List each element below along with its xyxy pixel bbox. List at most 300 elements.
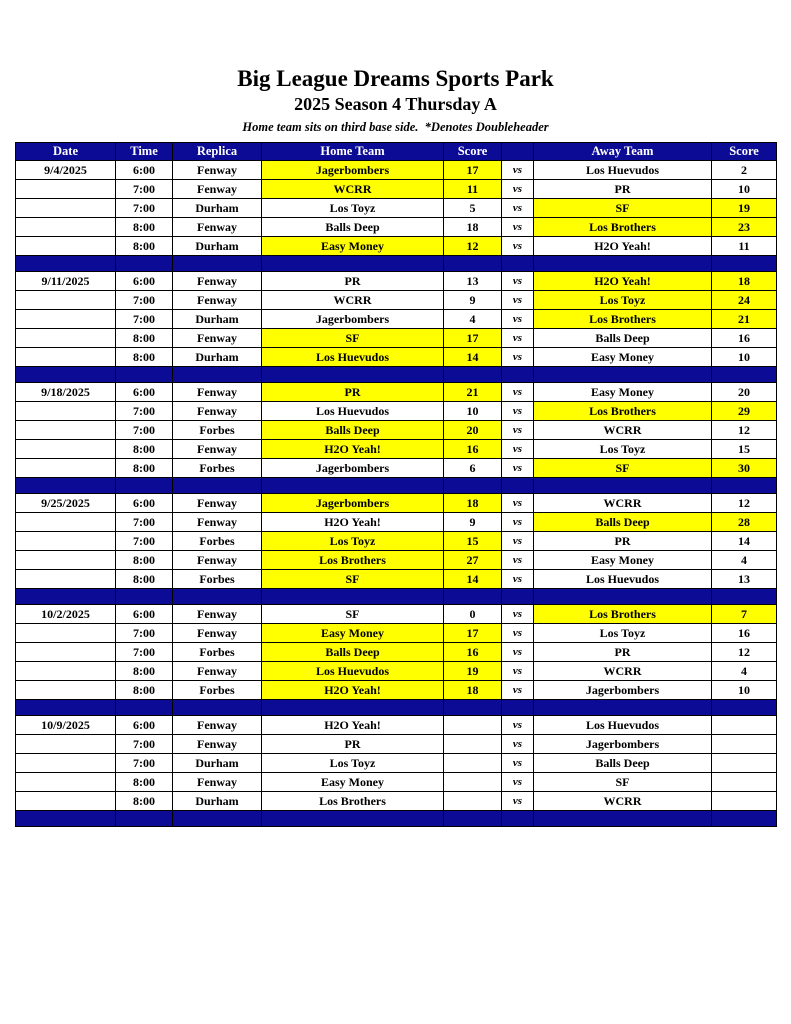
date-cell bbox=[16, 180, 116, 199]
week-divider-row bbox=[16, 811, 777, 827]
divider-cell bbox=[116, 589, 173, 605]
time-cell: 8:00 bbox=[116, 348, 173, 367]
home-score-cell bbox=[444, 754, 502, 773]
vs-cell: vs bbox=[502, 291, 534, 310]
game-row bbox=[16, 291, 777, 310]
time-cell: 6:00 bbox=[116, 272, 173, 291]
divider-cell bbox=[16, 256, 116, 272]
date-cell bbox=[16, 643, 116, 662]
game-row bbox=[16, 570, 777, 589]
away-score-cell bbox=[712, 773, 777, 792]
replica-cell: Fenway bbox=[173, 291, 262, 310]
home-team-cell: Los Huevudos bbox=[262, 662, 444, 681]
time-cell: 7:00 bbox=[116, 735, 173, 754]
away-score-cell: 4 bbox=[712, 662, 777, 681]
away-team-cell: Los Toyz bbox=[534, 291, 712, 310]
home-score-cell: 0 bbox=[444, 605, 502, 624]
home-score-cell: 15 bbox=[444, 532, 502, 551]
home-score-cell: 17 bbox=[444, 329, 502, 348]
replica-cell: Fenway bbox=[173, 551, 262, 570]
vs-cell: vs bbox=[502, 532, 534, 551]
game-row bbox=[16, 421, 777, 440]
divider-cell bbox=[16, 367, 116, 383]
divider-cell bbox=[502, 478, 534, 494]
divider-cell bbox=[116, 367, 173, 383]
vs-cell: vs bbox=[502, 792, 534, 811]
home-team-cell: H2O Yeah! bbox=[262, 440, 444, 459]
date-cell bbox=[16, 329, 116, 348]
week-divider-row bbox=[16, 589, 777, 605]
home-score-cell: 18 bbox=[444, 218, 502, 237]
replica-cell: Fenway bbox=[173, 218, 262, 237]
page-title: Big League Dreams Sports Park bbox=[237, 66, 554, 91]
divider-cell bbox=[16, 589, 116, 605]
vs-cell: vs bbox=[502, 513, 534, 532]
away-team-cell: PR bbox=[534, 180, 712, 199]
time-cell: 8:00 bbox=[116, 237, 173, 256]
vs-cell: vs bbox=[502, 735, 534, 754]
away-score-cell: 12 bbox=[712, 494, 777, 513]
divider-cell bbox=[534, 589, 712, 605]
home-team-cell: Los Huevudos bbox=[262, 348, 444, 367]
game-row bbox=[16, 754, 777, 773]
date-cell: 9/18/2025 bbox=[16, 383, 116, 402]
divider-cell bbox=[262, 589, 444, 605]
home-team-cell: Jagerbombers bbox=[262, 310, 444, 329]
divider-cell bbox=[502, 700, 534, 716]
away-team-cell: Los Huevudos bbox=[534, 716, 712, 735]
game-row bbox=[16, 605, 777, 624]
home-team-cell: PR bbox=[262, 272, 444, 291]
vs-cell: vs bbox=[502, 624, 534, 643]
vs-cell: vs bbox=[502, 643, 534, 662]
home-team-cell: Balls Deep bbox=[262, 421, 444, 440]
game-row bbox=[16, 199, 777, 218]
divider-cell bbox=[712, 478, 777, 494]
divider-cell bbox=[116, 478, 173, 494]
divider-cell bbox=[534, 478, 712, 494]
home-score-cell: 16 bbox=[444, 440, 502, 459]
away-team-cell: H2O Yeah! bbox=[534, 272, 712, 291]
vs-cell: vs bbox=[502, 605, 534, 624]
date-cell bbox=[16, 754, 116, 773]
home-score-cell bbox=[444, 792, 502, 811]
header-home-score: Score bbox=[444, 143, 502, 161]
date-cell bbox=[16, 513, 116, 532]
vs-cell: vs bbox=[502, 773, 534, 792]
replica-cell: Fenway bbox=[173, 440, 262, 459]
time-cell: 8:00 bbox=[116, 662, 173, 681]
home-score-cell: 14 bbox=[444, 348, 502, 367]
time-cell: 7:00 bbox=[116, 402, 173, 421]
date-cell bbox=[16, 237, 116, 256]
home-team-cell: SF bbox=[262, 329, 444, 348]
replica-cell: Fenway bbox=[173, 383, 262, 402]
home-team-cell: Jagerbombers bbox=[262, 161, 444, 180]
home-score-cell: 13 bbox=[444, 272, 502, 291]
home-score-cell: 5 bbox=[444, 199, 502, 218]
away-score-cell: 18 bbox=[712, 272, 777, 291]
game-row bbox=[16, 716, 777, 735]
replica-cell: Fenway bbox=[173, 716, 262, 735]
home-team-cell: Jagerbombers bbox=[262, 459, 444, 478]
divider-cell bbox=[173, 478, 262, 494]
vs-cell: vs bbox=[502, 551, 534, 570]
away-team-cell: Easy Money bbox=[534, 348, 712, 367]
home-score-cell: 16 bbox=[444, 643, 502, 662]
date-cell bbox=[16, 624, 116, 643]
game-row bbox=[16, 383, 777, 402]
time-cell: 7:00 bbox=[116, 310, 173, 329]
divider-cell bbox=[16, 700, 116, 716]
home-score-cell bbox=[444, 773, 502, 792]
vs-cell: vs bbox=[502, 329, 534, 348]
away-team-cell: Balls Deep bbox=[534, 513, 712, 532]
away-score-cell: 16 bbox=[712, 624, 777, 643]
divider-cell bbox=[262, 256, 444, 272]
away-team-cell: Balls Deep bbox=[534, 754, 712, 773]
game-row bbox=[16, 161, 777, 180]
home-team-cell: Los Toyz bbox=[262, 532, 444, 551]
home-team-cell: SF bbox=[262, 570, 444, 589]
vs-cell: vs bbox=[502, 440, 534, 459]
replica-cell: Durham bbox=[173, 348, 262, 367]
header-home-team: Home Team bbox=[262, 143, 444, 161]
away-score-cell: 16 bbox=[712, 329, 777, 348]
date-cell bbox=[16, 662, 116, 681]
date-cell bbox=[16, 310, 116, 329]
vs-cell: vs bbox=[502, 570, 534, 589]
home-team-cell: WCRR bbox=[262, 180, 444, 199]
time-cell: 6:00 bbox=[116, 383, 173, 402]
replica-cell: Fenway bbox=[173, 513, 262, 532]
time-cell: 7:00 bbox=[116, 421, 173, 440]
divider-cell bbox=[534, 256, 712, 272]
away-team-cell: Los Huevudos bbox=[534, 570, 712, 589]
away-score-cell: 7 bbox=[712, 605, 777, 624]
divider-cell bbox=[262, 367, 444, 383]
vs-cell: vs bbox=[502, 402, 534, 421]
divider-cell bbox=[444, 256, 502, 272]
time-cell: 6:00 bbox=[116, 494, 173, 513]
away-team-cell: Los Brothers bbox=[534, 218, 712, 237]
away-score-cell: 24 bbox=[712, 291, 777, 310]
game-row bbox=[16, 662, 777, 681]
away-score-cell: 21 bbox=[712, 310, 777, 329]
home-score-cell: 20 bbox=[444, 421, 502, 440]
date-cell bbox=[16, 291, 116, 310]
divider-cell bbox=[262, 478, 444, 494]
home-team-cell: H2O Yeah! bbox=[262, 513, 444, 532]
home-team-cell: Los Brothers bbox=[262, 551, 444, 570]
divider-cell bbox=[444, 367, 502, 383]
game-row bbox=[16, 348, 777, 367]
divider-cell bbox=[502, 256, 534, 272]
home-team-cell: SF bbox=[262, 605, 444, 624]
header-date: Date bbox=[16, 143, 116, 161]
date-cell: 9/11/2025 bbox=[16, 272, 116, 291]
time-cell: 7:00 bbox=[116, 180, 173, 199]
game-row bbox=[16, 513, 777, 532]
replica-cell: Durham bbox=[173, 792, 262, 811]
away-score-cell: 10 bbox=[712, 681, 777, 700]
divider-cell bbox=[16, 478, 116, 494]
home-score-cell: 17 bbox=[444, 624, 502, 643]
header-away-team: Away Team bbox=[534, 143, 712, 161]
game-row bbox=[16, 681, 777, 700]
away-score-cell bbox=[712, 754, 777, 773]
home-team-cell: Los Huevudos bbox=[262, 402, 444, 421]
home-team-cell: Balls Deep bbox=[262, 643, 444, 662]
divider-cell bbox=[173, 256, 262, 272]
date-cell bbox=[16, 792, 116, 811]
vs-cell: vs bbox=[502, 161, 534, 180]
time-cell: 7:00 bbox=[116, 624, 173, 643]
away-team-cell: SF bbox=[534, 459, 712, 478]
away-score-cell bbox=[712, 716, 777, 735]
vs-cell: vs bbox=[502, 180, 534, 199]
vs-cell: vs bbox=[502, 421, 534, 440]
home-team-cell: PR bbox=[262, 383, 444, 402]
date-cell bbox=[16, 402, 116, 421]
divider-cell bbox=[173, 367, 262, 383]
vs-cell: vs bbox=[502, 754, 534, 773]
divider-cell bbox=[712, 700, 777, 716]
game-row bbox=[16, 792, 777, 811]
away-team-cell: Los Brothers bbox=[534, 402, 712, 421]
divider-cell bbox=[712, 367, 777, 383]
replica-cell: Forbes bbox=[173, 532, 262, 551]
home-team-cell: H2O Yeah! bbox=[262, 681, 444, 700]
replica-cell: Fenway bbox=[173, 735, 262, 754]
game-row bbox=[16, 272, 777, 291]
home-score-cell: 18 bbox=[444, 681, 502, 700]
date-cell bbox=[16, 348, 116, 367]
game-row bbox=[16, 237, 777, 256]
divider-cell bbox=[534, 367, 712, 383]
away-team-cell: Balls Deep bbox=[534, 329, 712, 348]
season-subtitle: 2025 Season 4 Thursday A bbox=[294, 94, 497, 115]
time-cell: 8:00 bbox=[116, 218, 173, 237]
divider-cell bbox=[444, 700, 502, 716]
home-score-cell: 17 bbox=[444, 161, 502, 180]
replica-cell: Fenway bbox=[173, 624, 262, 643]
away-score-cell: 2 bbox=[712, 161, 777, 180]
divider-cell bbox=[173, 811, 262, 827]
home-team-cell: Los Toyz bbox=[262, 199, 444, 218]
date-cell bbox=[16, 218, 116, 237]
divider-cell bbox=[712, 589, 777, 605]
date-cell bbox=[16, 532, 116, 551]
date-cell bbox=[16, 681, 116, 700]
home-score-cell bbox=[444, 735, 502, 754]
away-team-cell: Jagerbombers bbox=[534, 681, 712, 700]
time-cell: 6:00 bbox=[116, 605, 173, 624]
away-team-cell: Los Brothers bbox=[534, 310, 712, 329]
game-row bbox=[16, 402, 777, 421]
time-cell: 8:00 bbox=[116, 773, 173, 792]
replica-cell: Fenway bbox=[173, 662, 262, 681]
home-score-cell bbox=[444, 716, 502, 735]
replica-cell: Fenway bbox=[173, 402, 262, 421]
divider-cell bbox=[173, 700, 262, 716]
divider-cell bbox=[534, 811, 712, 827]
home-team-cell: Easy Money bbox=[262, 624, 444, 643]
away-team-cell: Los Toyz bbox=[534, 440, 712, 459]
divider-cell bbox=[444, 478, 502, 494]
vs-cell: vs bbox=[502, 494, 534, 513]
home-score-cell: 9 bbox=[444, 513, 502, 532]
week-divider-row bbox=[16, 256, 777, 272]
away-team-cell: Los Brothers bbox=[534, 605, 712, 624]
title-block bbox=[0, 0, 791, 135]
divider-cell bbox=[534, 700, 712, 716]
game-row bbox=[16, 310, 777, 329]
vs-cell: vs bbox=[502, 459, 534, 478]
divider-cell bbox=[173, 589, 262, 605]
time-cell: 7:00 bbox=[116, 532, 173, 551]
away-score-cell: 14 bbox=[712, 532, 777, 551]
time-cell: 7:00 bbox=[116, 513, 173, 532]
replica-cell: Fenway bbox=[173, 329, 262, 348]
away-score-cell: 10 bbox=[712, 348, 777, 367]
game-row bbox=[16, 735, 777, 754]
time-cell: 8:00 bbox=[116, 551, 173, 570]
home-score-cell: 19 bbox=[444, 662, 502, 681]
home-team-cell: Los Brothers bbox=[262, 792, 444, 811]
time-cell: 8:00 bbox=[116, 459, 173, 478]
vs-cell: vs bbox=[502, 218, 534, 237]
replica-cell: Fenway bbox=[173, 773, 262, 792]
away-score-cell: 19 bbox=[712, 199, 777, 218]
replica-cell: Fenway bbox=[173, 161, 262, 180]
home-score-cell: 10 bbox=[444, 402, 502, 421]
divider-cell bbox=[116, 700, 173, 716]
home-team-cell: Easy Money bbox=[262, 237, 444, 256]
home-score-cell: 11 bbox=[444, 180, 502, 199]
replica-cell: Fenway bbox=[173, 272, 262, 291]
header-vs bbox=[502, 143, 534, 161]
schedule-table bbox=[15, 142, 777, 827]
vs-cell: vs bbox=[502, 348, 534, 367]
home-score-cell: 6 bbox=[444, 459, 502, 478]
time-cell: 6:00 bbox=[116, 161, 173, 180]
game-row bbox=[16, 532, 777, 551]
away-score-cell: 15 bbox=[712, 440, 777, 459]
divider-cell bbox=[262, 811, 444, 827]
date-cell: 10/9/2025 bbox=[16, 716, 116, 735]
time-cell: 7:00 bbox=[116, 199, 173, 218]
away-score-cell bbox=[712, 735, 777, 754]
date-cell bbox=[16, 440, 116, 459]
away-score-cell: 12 bbox=[712, 421, 777, 440]
date-cell bbox=[16, 199, 116, 218]
away-score-cell: 23 bbox=[712, 218, 777, 237]
vs-cell: vs bbox=[502, 716, 534, 735]
vs-cell: vs bbox=[502, 681, 534, 700]
away-team-cell: H2O Yeah! bbox=[534, 237, 712, 256]
game-row bbox=[16, 494, 777, 513]
replica-cell: Fenway bbox=[173, 494, 262, 513]
date-cell: 10/2/2025 bbox=[16, 605, 116, 624]
away-team-cell: WCRR bbox=[534, 792, 712, 811]
header-row bbox=[16, 143, 777, 161]
divider-cell bbox=[444, 811, 502, 827]
away-score-cell bbox=[712, 792, 777, 811]
time-cell: 8:00 bbox=[116, 570, 173, 589]
divider-cell bbox=[502, 367, 534, 383]
time-cell: 8:00 bbox=[116, 792, 173, 811]
divider-cell bbox=[444, 589, 502, 605]
home-team-cell: Balls Deep bbox=[262, 218, 444, 237]
time-cell: 6:00 bbox=[116, 716, 173, 735]
vs-cell: vs bbox=[502, 383, 534, 402]
away-team-cell: WCRR bbox=[534, 494, 712, 513]
replica-cell: Forbes bbox=[173, 459, 262, 478]
vs-cell: vs bbox=[502, 310, 534, 329]
game-row bbox=[16, 180, 777, 199]
date-cell bbox=[16, 773, 116, 792]
away-score-cell: 30 bbox=[712, 459, 777, 478]
divider-cell bbox=[712, 256, 777, 272]
away-team-cell: Easy Money bbox=[534, 551, 712, 570]
divider-cell bbox=[502, 811, 534, 827]
away-team-cell: WCRR bbox=[534, 662, 712, 681]
time-cell: 8:00 bbox=[116, 329, 173, 348]
away-score-cell: 4 bbox=[712, 551, 777, 570]
week-divider-row bbox=[16, 478, 777, 494]
replica-cell: Forbes bbox=[173, 643, 262, 662]
date-cell: 9/25/2025 bbox=[16, 494, 116, 513]
replica-cell: Durham bbox=[173, 199, 262, 218]
home-score-cell: 18 bbox=[444, 494, 502, 513]
replica-cell: Durham bbox=[173, 310, 262, 329]
home-team-cell: Los Toyz bbox=[262, 754, 444, 773]
divider-cell bbox=[262, 700, 444, 716]
vs-cell: vs bbox=[502, 662, 534, 681]
date-cell bbox=[16, 551, 116, 570]
game-row bbox=[16, 459, 777, 478]
away-team-cell: PR bbox=[534, 532, 712, 551]
divider-cell bbox=[502, 589, 534, 605]
away-team-cell: Los Toyz bbox=[534, 624, 712, 643]
game-row bbox=[16, 643, 777, 662]
divider-cell bbox=[116, 811, 173, 827]
replica-cell: Fenway bbox=[173, 180, 262, 199]
header-replica: Replica bbox=[173, 143, 262, 161]
away-team-cell: Los Huevudos bbox=[534, 161, 712, 180]
date-cell bbox=[16, 735, 116, 754]
away-score-cell: 29 bbox=[712, 402, 777, 421]
replica-cell: Forbes bbox=[173, 681, 262, 700]
game-row bbox=[16, 218, 777, 237]
divider-cell bbox=[712, 811, 777, 827]
home-score-cell: 27 bbox=[444, 551, 502, 570]
home-team-cell: Jagerbombers bbox=[262, 494, 444, 513]
away-score-cell: 13 bbox=[712, 570, 777, 589]
date-cell: 9/4/2025 bbox=[16, 161, 116, 180]
away-score-cell: 10 bbox=[712, 180, 777, 199]
game-row bbox=[16, 624, 777, 643]
replica-cell: Forbes bbox=[173, 570, 262, 589]
vs-cell: vs bbox=[502, 272, 534, 291]
away-team-cell: SF bbox=[534, 773, 712, 792]
time-cell: 7:00 bbox=[116, 291, 173, 310]
home-score-cell: 21 bbox=[444, 383, 502, 402]
game-row bbox=[16, 773, 777, 792]
week-divider-row bbox=[16, 367, 777, 383]
date-cell bbox=[16, 421, 116, 440]
